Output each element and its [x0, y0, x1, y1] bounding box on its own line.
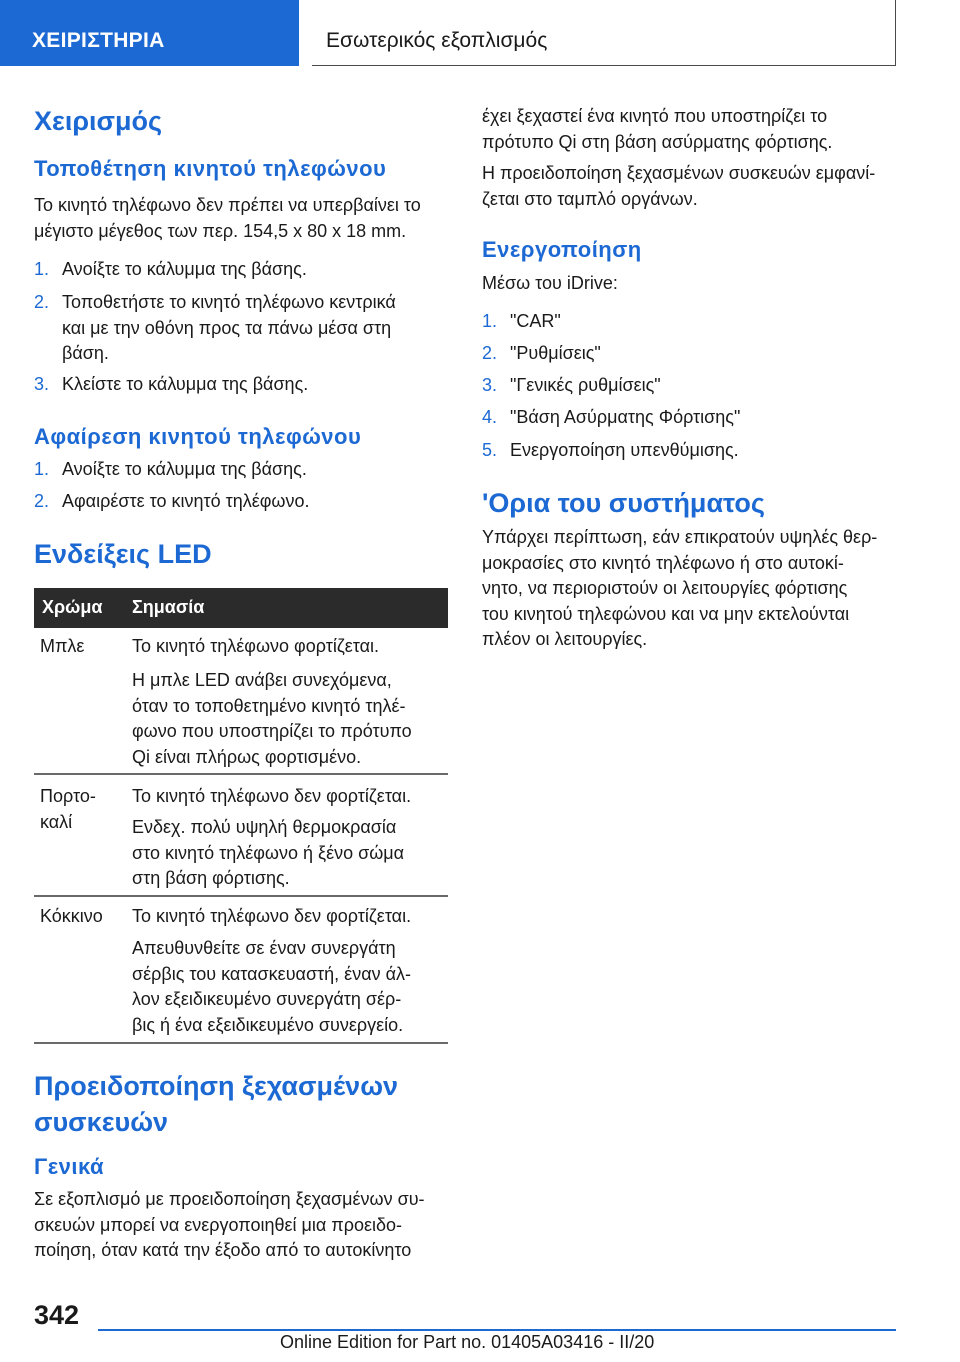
cell-line: φωνο που υποστηρίζει το πρότυπο: [132, 721, 412, 741]
table-row-divider: [34, 773, 448, 775]
cell-line: Πορτο-: [40, 786, 96, 806]
step-text: Τοποθετήστε το κινητό τηλέφωνο κεντρικά: [62, 292, 396, 312]
cell-line: καλί: [40, 811, 73, 832]
section-tab: ΧΕΙΡΙΣΤΗΡΙΑ: [0, 0, 299, 66]
text-line: πλέον οι λειτουργίες.: [482, 629, 648, 649]
heading-led-indicators: Ενδείξεις LED: [34, 539, 212, 569]
text-line: ποίηση, όταν κατά την έξοδο από το αυτοκίνητο: [34, 1240, 412, 1260]
continued-paragraph: [482, 104, 832, 155]
text-line: πρότυπο Qi στη βάση ασύρματης φόρτισης.: [482, 131, 833, 152]
text-line: νητο, να περιοριστούν οι λειτουργίες φόρτισης: [482, 578, 848, 598]
limits-paragraph: [482, 525, 877, 653]
heading-forgotten-devices: [34, 1068, 398, 1140]
table-row-divider: [34, 895, 448, 897]
step-text: Αφαιρέστε το κινητό τηλέφωνο.: [62, 491, 310, 511]
text-line: Το κινητό τηλέφωνο δεν πρέπει να υπερβαίνει το: [34, 195, 421, 215]
step-number: 1.: [34, 459, 50, 479]
table-header: [34, 588, 448, 628]
column-header-color: Χρώμα: [42, 597, 103, 617]
text-line: σκευών μπορεί να ενεργοποιηθεί μια προειδο-: [34, 1214, 403, 1235]
page-number: 342: [34, 1300, 80, 1330]
table-cell-status: Το κινητό τηλέφωνο φορτίζεται.: [132, 636, 380, 656]
step-text: "Βάση Ασύρματης Φόρτισης": [510, 407, 741, 427]
table-cell-color: [40, 634, 84, 660]
step-text: "Γενικές ρυθμίσεις": [510, 375, 661, 395]
step-text: Ενεργοποίηση υπενθύμισης.: [510, 440, 739, 460]
chapter-title: Εσωτερικός εξοπλισμός: [312, 0, 896, 66]
cell-line: όταν το τοποθετημένο κινητό τηλέ-: [132, 695, 406, 716]
text-line: ζεται στο ταμπλό οργάνων.: [482, 188, 698, 209]
text-line: Η προειδοποίηση ξεχασμένων συσκευών εμφανί-: [482, 163, 876, 183]
step-number: 1.: [34, 259, 50, 279]
table-cell-detail: [132, 815, 404, 892]
step-number: 2.: [34, 292, 50, 312]
edition-footer: Online Edition for Part no. 01405A03416 - II/20: [280, 1332, 655, 1352]
text-line: Σε εξοπλισμό με προειδοποίηση ξεχασμένων συ-: [34, 1189, 425, 1209]
table-cell-status: Το κινητό τηλέφωνο δεν φορτίζεται.: [132, 786, 412, 806]
step-number: 3.: [482, 375, 498, 395]
via-idrive-text: [482, 271, 618, 297]
cell-line: σέρβις του κατασκευαστή, έναν άλ-: [132, 963, 412, 984]
notice-paragraph: [482, 161, 875, 212]
step-number: 1.: [482, 311, 498, 331]
text-line: μοκρασίες στο κινητό τηλέφωνο ή στο αυτοκί-: [482, 552, 844, 573]
heading-operation: Χειρισμός: [34, 106, 163, 136]
step-text: "CAR": [510, 311, 561, 331]
text-line: έχει ξεχαστεί ένα κινητό που υποστηρίζει το: [482, 106, 828, 126]
column-header-meaning: Σημασία: [132, 597, 205, 617]
cell-line: στο κινητό τηλέφωνο ή ξένο σώμα: [132, 842, 405, 863]
table-cell-color: [40, 784, 96, 835]
heading-general: Γενικά: [34, 1154, 105, 1179]
step-number: 5.: [482, 440, 498, 460]
heading-removing-phone: Αφαίρεση κινητού τηλεφώνου: [34, 424, 362, 449]
table-cell-color: [40, 904, 103, 930]
step-text: Ανοίξτε το κάλυμμα της βάσης.: [62, 259, 307, 279]
heading-line: συσκευών: [34, 1107, 169, 1137]
cell-line: Ενδεχ. πολύ υψηλή θερμοκρασία: [132, 817, 397, 837]
cell-line: Μπλε: [40, 636, 85, 656]
step-text: Κλείστε το κάλυμμα της βάσης.: [62, 374, 309, 394]
cell-line: Απευθυνθείτε σε έναν συνεργάτη: [132, 938, 396, 958]
cell-line: Η μπλε LED ανάβει συνεχόμενα,: [132, 670, 392, 690]
heading-system-limits: 'Ορια του συστήματος: [482, 488, 765, 518]
text-line: του κινητού τηλεφώνου και να μην εκτελούνται: [482, 603, 850, 624]
step-number: 2.: [482, 343, 498, 363]
general-paragraph: [34, 1187, 425, 1264]
text-line: μέγιστο μέγεθος των περ. 154,5 x 80 x 18 mm.: [34, 220, 407, 241]
step-number: 2.: [34, 491, 50, 511]
table-cell-detail: [132, 668, 412, 770]
cell-line: Qi είναι πλήρως φορτισμένο.: [132, 746, 362, 767]
step-number: 4.: [482, 407, 498, 427]
cell-line: στη βάση φόρτισης.: [132, 868, 290, 888]
cell-line: βις ή ένα εξειδικευμένο συνεργείο.: [132, 1014, 404, 1035]
heading-activation: Ενεργοποίηση: [482, 237, 642, 262]
step-text: βάση.: [62, 343, 109, 363]
step-text: και με την οθόνη προς τα πάνω μέσα στη: [62, 317, 392, 338]
footer-divider: [98, 1329, 896, 1331]
cell-line: Κόκκινο: [40, 906, 103, 926]
table-cell-detail: [132, 936, 411, 1038]
text-line: Μέσω του iDrive:: [482, 273, 618, 293]
heading-placing-phone: Τοποθέτηση κινητού τηλεφώνου: [34, 156, 387, 181]
table-cell-status: Το κινητό τηλέφωνο δεν φορτίζεται.: [132, 906, 412, 926]
text-line: Υπάρχει περίπτωση, εάν επικρατούν υψηλές θερ-: [482, 527, 878, 547]
step-text: "Ρυθμίσεις": [510, 343, 601, 363]
step-text: Ανοίξτε το κάλυμμα της βάσης.: [62, 459, 307, 479]
heading-line: Προειδοποίηση ξεχασμένων: [34, 1071, 399, 1101]
cell-line: λον εξειδικευμένο συνεργάτη σέρ-: [132, 989, 402, 1009]
table-row-divider: [34, 1042, 448, 1044]
step-number: 3.: [34, 374, 50, 394]
placing-paragraph: [34, 193, 421, 244]
